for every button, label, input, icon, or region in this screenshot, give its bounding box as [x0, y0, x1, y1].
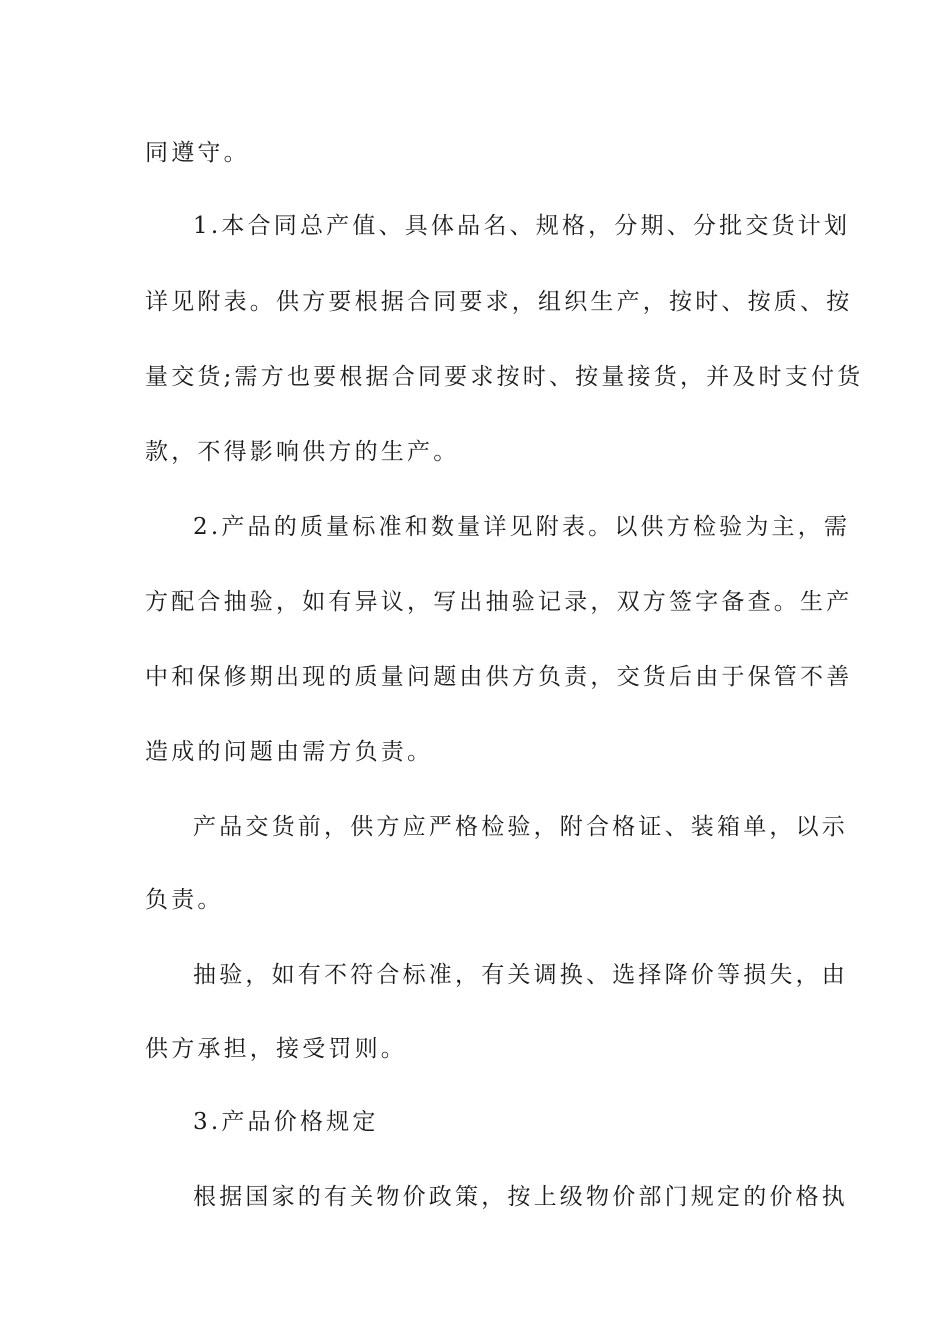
text-line: 1.本合同总产值、具体品名、规格，分期、分批交货计划 [193, 213, 851, 239]
text-line: 负责。 [145, 887, 224, 913]
text-line: 详见附表。供方要根据合同要求，组织生产，按时、按质、按 [145, 289, 853, 315]
text-line: 抽验，如有不符合标准，有关调换、选择降价等损失，由 [193, 962, 848, 988]
text-line: 量交货;需方也要根据合同要求按时、按量接货，并及时支付货 [145, 364, 864, 390]
text-line: 款，不得影响供方的生产。 [145, 439, 460, 465]
text-line: 中和保修期出现的质量问题由供方负责，交货后由于保管不善 [145, 664, 853, 690]
text-line: 方配合抽验，如有异议，写出抽验记录，双方签字备查。生产 [145, 589, 853, 615]
text-line: 产品交货前，供方应严格检验，附合格证、装箱单，以示 [193, 814, 848, 840]
text-line: 造成的问题由需方负责。 [145, 739, 434, 765]
text-line: 供方承担，接受罚则。 [145, 1036, 407, 1062]
text-line: 2.产品的质量标准和数量详见附表。以供方检验为主，需 [193, 514, 851, 540]
section-heading: 3.产品价格规定 [193, 1109, 379, 1135]
text-line: 同遵守。 [145, 140, 250, 166]
text-line: 根据国家的有关物价政策，按上级物价部门规定的价格执 [193, 1184, 848, 1210]
